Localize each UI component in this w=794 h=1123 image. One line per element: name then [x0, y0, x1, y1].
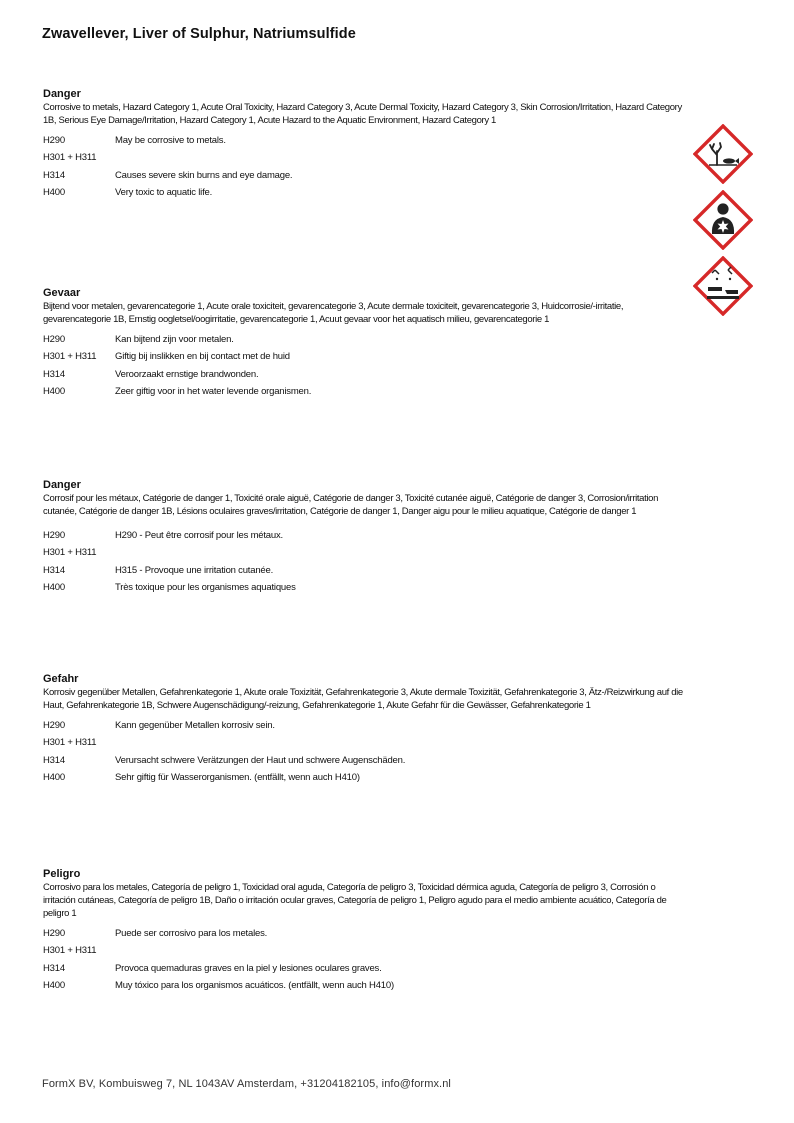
section-description: Korrosiv gegenüber Metallen, Gefahrenkategorie 1, Akute orale Toxizität, Gefahrenkategorie 3, Akute dermale Toxizität, Gefahrenkategorie 3, Ätz-/Reizwirkung auf die Haut, Gefahrenkategorie 1B, Schwere Augenschädigung/-reizung, Gefahrenkategorie 1, Akute Gefahr für die Gewässer, Gefahrenkategorie 1: [43, 687, 683, 711]
hazard-code: H314: [43, 169, 65, 181]
hazard-text: [115, 734, 683, 751]
hazard-statement-row: [43, 925, 683, 942]
hazard-code: H290: [43, 530, 65, 541]
hazard-text: Causes severe skin burns and eye damage.: [115, 169, 293, 181]
hazard-text: [115, 149, 683, 166]
health-hazard-icon: [693, 190, 753, 250]
hazard-text: Muy tóxico para los organismos acuáticos. (entfällt, wenn auch H410): [115, 980, 394, 992]
hazard-section-fr: [43, 479, 683, 597]
environment-hazard-icon: [693, 124, 753, 184]
hazard-statement-list: [43, 527, 683, 597]
page-title: Zwavellever, Liver of Sulphur, Natriumsulfide: [42, 26, 356, 42]
hazard-code: H301 + H311: [43, 152, 97, 164]
hazard-statement-row: [43, 769, 683, 786]
hazard-text: Kann gegenüber Metallen korrosiv sein.: [115, 720, 275, 731]
hazard-text: Très toxique pour les organismes aquatiques: [115, 582, 296, 594]
hazard-statement-row: [43, 184, 683, 201]
hazard-text: H290 - Peut être corrosif pour les métaux.: [115, 530, 283, 541]
hazard-code: H290: [43, 135, 65, 146]
footer-contact: FormX BV, Kombuisweg 7, NL 1043AV Amsterdam, +31204182105, info@formx.nl: [42, 1078, 451, 1090]
hazard-text: H315 - Provoque une irritation cutanée.: [115, 564, 274, 576]
hazard-statement-row: [43, 752, 683, 769]
hazard-code: H400: [43, 386, 65, 398]
hazard-text: Verursacht schwere Verätzungen der Haut und schwere Augenschäden.: [115, 754, 406, 766]
hazard-text: Giftig bij inslikken en bij contact met de huid: [115, 351, 290, 363]
hazard-statement-row: [43, 331, 683, 348]
hazard-statement-row: [43, 149, 683, 166]
hazard-statement-list: [43, 925, 683, 995]
section-heading: Peligro: [43, 868, 81, 880]
hazard-statement-row: [43, 348, 683, 365]
hazard-code: H400: [43, 187, 65, 199]
section-description: Corrosive to metals, Hazard Category 1, Acute Oral Toxicity, Hazard Category 3, Acute Dermal Toxicity, Hazard Category 3, Skin Corrosion/Irritation, Hazard Category 1B, Serious Eye Damage/Irritation, Hazard Category 1, Acute Hazard to the Aquatic Environment, Hazard Category 1: [43, 102, 682, 126]
hazard-code: H301 + H311: [43, 351, 97, 363]
hazard-text: Puede ser corrosivo para los metales.: [115, 928, 268, 939]
hazard-statement-row: [43, 960, 683, 977]
hazard-code: H400: [43, 772, 65, 784]
section-description: Bijtend voor metalen, gevarencategorie 1, Acute orale toxiciteit, gevarencategorie 3, Acute dermale toxiciteit, gevarencategorie 3, Huidcorrosie/-irritatie, gevarencategorie 1B, Ernstig oogletsel/oogirritatie, gevarencategorie 1, Acuut gevaar voor het aquatisch milieu, gevarencategorie 1: [43, 301, 624, 325]
hazard-section-de: [43, 673, 683, 787]
hazard-text: [115, 942, 683, 959]
hazard-statement-row: [43, 717, 683, 734]
hazard-code: H290: [43, 720, 65, 731]
hazard-code: H290: [43, 334, 65, 345]
hazard-code: H400: [43, 582, 65, 594]
hazard-statement-row: [43, 544, 683, 561]
hazard-code: H314: [43, 368, 65, 380]
hazard-statement-list: [43, 717, 683, 787]
hazard-text: [115, 544, 683, 561]
hazard-statement-row: [43, 579, 683, 596]
hazard-statement-row: [43, 527, 683, 544]
hazard-section-es: [43, 868, 683, 995]
ghs-pictograms: [693, 124, 753, 322]
hazard-statement-row: [43, 132, 683, 149]
hazard-statement-row: [43, 562, 683, 579]
hazard-text: May be corrosive to metals.: [115, 135, 226, 146]
hazard-statement-list: [43, 132, 683, 202]
hazard-statement-row: [43, 942, 683, 959]
hazard-text: Provoca quemaduras graves en la piel y lesiones oculares graves.: [115, 962, 382, 974]
hazard-code: H290: [43, 928, 65, 939]
hazard-text: Very toxic to aquatic life.: [115, 187, 213, 199]
section-heading: Danger: [43, 88, 81, 100]
section-heading: Gevaar: [43, 287, 81, 299]
section-heading: Danger: [43, 479, 81, 491]
hazard-statement-row: [43, 366, 683, 383]
section-description: Corrosif pour les métaux, Catégorie de danger 1, Toxicité orale aiguë, Catégorie de danger 3, Toxicité cutanée aiguë, Catégorie de danger 3, Corrosion/irritation cutanée, Catégorie de danger 1B, Lésions oculaires graves/irritation, Catégorie de danger 1, Danger aigu pour le milieu aquatique, Catégorie de danger 1: [43, 493, 659, 517]
hazard-statement-row: [43, 734, 683, 751]
corrosion-icon: [693, 256, 753, 316]
hazard-statement-row: [43, 383, 683, 400]
hazard-text: Kan bijtend zijn voor metalen.: [115, 334, 234, 345]
hazard-code: H314: [43, 564, 65, 576]
hazard-text: Zeer giftig voor in het water levende organismen.: [115, 386, 312, 398]
hazard-code: H301 + H311: [43, 737, 97, 749]
hazard-text: Veroorzaakt ernstige brandwonden.: [115, 368, 259, 380]
hazard-statement-list: [43, 331, 683, 401]
hazard-statement-row: [43, 167, 683, 184]
section-heading: Gefahr: [43, 673, 79, 685]
hazard-code: H301 + H311: [43, 547, 97, 559]
hazard-statement-row: [43, 977, 683, 994]
hazard-section-en: [43, 88, 683, 202]
hazard-code: H301 + H311: [43, 945, 97, 957]
section-description: Corrosivo para los metales, Categoría de peligro 1, Toxicidad oral aguda, Categoría de peligro 3, Toxicidad dérmica aguda, Categoría de peligro 3, Corrosión o irritación cutáneas, Categoría de peligro 1B, Daño o irritación ocular graves, Categoría de peligro 1, Peligro agudo para el medio ambiente acuático, Categoría de peligro 1: [43, 882, 667, 919]
hazard-code: H314: [43, 754, 65, 766]
hazard-code: H314: [43, 962, 65, 974]
hazard-text: Sehr giftig für Wasserorganismen. (entfällt, wenn auch H410): [115, 772, 360, 784]
hazard-section-nl: [43, 287, 683, 401]
hazard-code: H400: [43, 980, 65, 992]
